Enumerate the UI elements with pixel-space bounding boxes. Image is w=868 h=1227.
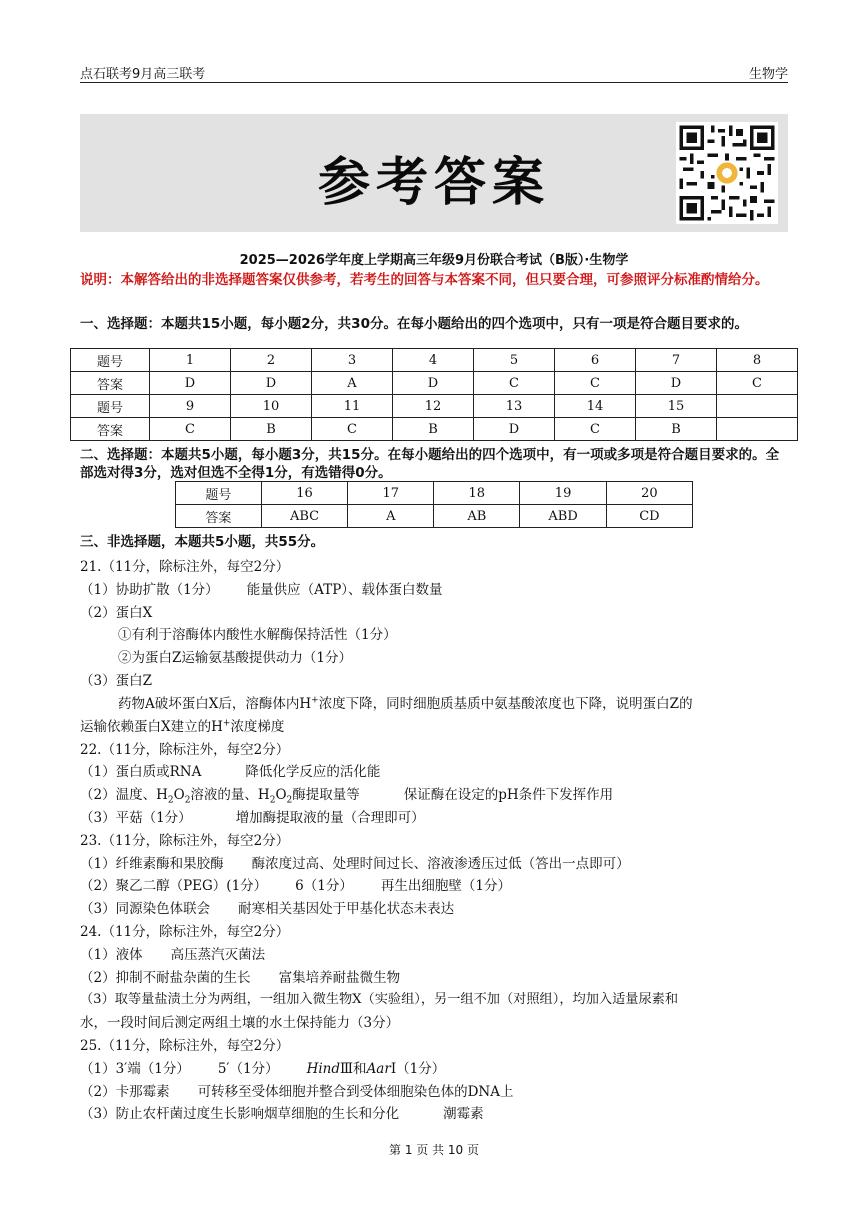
notice: 说明：本解答给出的非选择题答案仅供参考，若考生的回答与本答案不同，但只要合理，可参照评分标准酌情给分。 [80, 272, 769, 288]
answer-text: O [275, 787, 287, 803]
q21-part2a: ①有利于溶酶体内酸性水解酶保持活性（1分） [118, 627, 397, 643]
q23-heading: 23.（11分，除标注外，每空2分） [80, 833, 290, 849]
exam-title: 2025—2026学年度上学期高三年级9月份联合考试（B版）·生物学 [239, 253, 629, 268]
answer-cell: B [231, 418, 312, 441]
q22-heading: 22.（11分，除标注外，每空2分） [80, 742, 290, 758]
q22-part3 [80, 806, 425, 826]
enzyme-name: Hind [306, 1061, 341, 1077]
row-label: 答案 [71, 372, 150, 395]
q21-part1 [80, 578, 443, 598]
q25-part1 [80, 1057, 445, 1077]
answer-text: O [173, 787, 185, 803]
q21-heading: 21.（11分，除标注外，每空2分） [80, 559, 290, 575]
answer-cell: ABC [261, 505, 348, 528]
question-number: 1 [150, 349, 231, 372]
q25-part2 [80, 1080, 513, 1100]
q24-heading: 24.（11分，除标注外，每空2分） [80, 924, 290, 940]
answer-text: 富集培养耐盐微生物 [278, 970, 401, 986]
section1-answer-table [70, 348, 798, 441]
answer-text: Ⅲ和 [340, 1061, 367, 1077]
row-label: 题号 [176, 482, 262, 505]
section2-answer-table [175, 481, 693, 528]
answer-text: 药物A破坏蛋白X后，溶酶体内H [118, 696, 312, 712]
header-left: 点石联考9月高三联考 [80, 67, 206, 82]
answer-text: 增加酶提取液的量（合理即可） [235, 810, 425, 826]
answer-text: 浓度下降，同时细胞质基质中氨基酸浓度也下降，说明蛋白Z的 [318, 696, 693, 712]
section1-heading: 一、选择题：本题共15小题，每小题2分，共30分。在每小题给出的四个选项中，只有一项是符合题目要求的。 [80, 316, 748, 332]
answer-cell: D [150, 372, 231, 395]
page-footer: 第 1 页 共 10 页 [389, 1143, 479, 1157]
answer-text: 5′（1分） [217, 1061, 279, 1077]
answer-text: 保证酶在设定的pH条件下发挥作用 [403, 787, 614, 803]
question-number: 9 [150, 395, 231, 418]
question-number: 7 [636, 349, 717, 372]
answer-text: （2）卡那霉素 [80, 1084, 170, 1100]
header-right: 生物学 [748, 67, 788, 82]
question-number: 15 [636, 395, 717, 418]
answer-cell: AB [434, 505, 520, 528]
answer-text: 酶浓度过高、处理时间过长、溶液渗透压过低（答出一点即可） [251, 856, 630, 872]
answer-cell: D [474, 418, 555, 441]
table-row [71, 349, 798, 372]
answer-text: （1）液体 [80, 947, 143, 963]
question-number: 19 [520, 482, 607, 505]
answer-text: （2）聚乙二醇（PEG）(1分） [80, 878, 268, 894]
answer-cell: CD [606, 505, 692, 528]
table-row [176, 482, 693, 505]
answer-text: 运输依赖蛋白X建立的H [80, 719, 223, 735]
header-rule [80, 82, 788, 83]
answer-text: 耐寒相关基因处于甲基化状态未表达 [238, 901, 455, 917]
title-banner [80, 114, 788, 232]
question-number: 13 [474, 395, 555, 418]
answer-text: 潮霉素 [443, 1106, 484, 1122]
row-label: 答案 [71, 418, 150, 441]
banner-title: 参考答案 [317, 152, 550, 213]
answer-text: 降低化学反应的活化能 [245, 764, 381, 780]
q21-part3: （3）蛋白Z [80, 673, 152, 689]
subscript: 2 [269, 795, 276, 806]
row-label: 题号 [71, 395, 150, 418]
q24-part2 [80, 966, 400, 986]
superscript: + [311, 695, 319, 706]
section3-heading: 三、非选择题，本题共5小题，共55分。 [80, 534, 325, 550]
answer-text: Ⅰ（1分） [390, 1061, 446, 1077]
question-number [717, 395, 798, 418]
q21-part3-line2 [80, 715, 284, 735]
subscript: 2 [184, 795, 191, 806]
q24-part3-line2: 水，一段时间后测定两组土壤的水土保持能力（3分） [80, 1015, 400, 1031]
answer-cell: C [717, 372, 798, 395]
answer-text: （1）3′端（1分） [80, 1061, 190, 1077]
question-number: 18 [434, 482, 520, 505]
answer-cell: C [150, 418, 231, 441]
answer-cell: A [348, 505, 434, 528]
q23-part3 [80, 897, 454, 917]
answer-text: 6（1分） [295, 878, 353, 894]
answer-cell: ABD [520, 505, 607, 528]
answer-text: 浓度梯度 [230, 719, 285, 735]
answer-cell: C [312, 418, 393, 441]
answer-cell: D [231, 372, 312, 395]
q21-part3-line1 [118, 692, 693, 712]
question-number: 17 [348, 482, 434, 505]
q25-part3 [80, 1102, 484, 1122]
qr-code-icon [676, 122, 778, 224]
answer-cell: C [474, 372, 555, 395]
table-row [176, 505, 693, 528]
q25-heading: 25.（11分，除标注外，每空2分） [80, 1038, 290, 1054]
q23-part1 [80, 852, 630, 872]
answer-text: 酶提取量等 [292, 787, 360, 803]
q21-part2b: ②为蛋白Z运输氨基酸提供动力（1分） [118, 650, 352, 666]
question-number: 8 [717, 349, 798, 372]
question-number: 16 [261, 482, 348, 505]
q22-part2 [80, 783, 613, 806]
table-row [71, 395, 798, 418]
q23-part2 [80, 874, 511, 894]
question-number: 11 [312, 395, 393, 418]
answer-text: 可转移至受体细胞并整合到受体细胞染色体的DNA上 [197, 1084, 514, 1100]
question-number: 10 [231, 395, 312, 418]
subscript: 2 [286, 795, 293, 806]
table-row [71, 372, 798, 395]
answer-text: 能量供应（ATP）、载体蛋白数量 [246, 582, 443, 598]
question-number: 20 [606, 482, 692, 505]
question-number: 6 [555, 349, 636, 372]
answer-text: （3）防止农杆菌过度生长影响烟草细胞的生长和分化 [80, 1106, 400, 1122]
question-number: 5 [474, 349, 555, 372]
row-label: 题号 [71, 349, 150, 372]
answer-text: （1）协助扩散（1分） [80, 582, 219, 598]
answer-text: （3）同源染色体联会 [80, 901, 211, 917]
answer-cell: A [312, 372, 393, 395]
q24-part3-line1: （3）取等量盐渍土分为两组，一组加入微生物X（实验组），另一组不加（对照组），均加入适量尿素和 [80, 992, 679, 1007]
enzyme-name: Aar [366, 1061, 391, 1077]
answer-cell: D [636, 372, 717, 395]
question-number: 3 [312, 349, 393, 372]
question-number: 14 [555, 395, 636, 418]
question-number: 12 [393, 395, 474, 418]
answer-text: （2）抑制不耐盐杂菌的生长 [80, 970, 251, 986]
answer-text: （1）纤维素酶和果胶酶 [80, 856, 224, 872]
question-number: 4 [393, 349, 474, 372]
subscript: 2 [167, 795, 174, 806]
answer-text: （2）温度、H [80, 787, 168, 803]
answer-cell: D [393, 372, 474, 395]
answer-cell: C [555, 372, 636, 395]
superscript: + [222, 718, 231, 729]
answer-cell [717, 418, 798, 441]
table-row [71, 418, 798, 441]
row-label: 答案 [176, 505, 262, 528]
answer-text: 溶液的量、H [190, 787, 270, 803]
answer-text: （1）蛋白质或RNA [80, 764, 202, 780]
q24-part1 [80, 943, 265, 963]
answer-cell: B [636, 418, 717, 441]
answer-text: （3）平菇（1分） [80, 810, 192, 826]
q22-part1 [80, 760, 380, 780]
question-number: 2 [231, 349, 312, 372]
q21-part2: （2）蛋白X [80, 605, 153, 621]
answer-text: 高压蒸汽灭菌法 [170, 947, 266, 963]
answer-text: 再生出细胞壁（1分） [380, 878, 511, 894]
answer-cell: B [393, 418, 474, 441]
answer-cell: C [555, 418, 636, 441]
section2-heading: 二、选择题：本题共5小题，每小题3分，共15分。在每小题给出的四个选项中，有一项或多项是符合题目要求的。全部选对得3分，选对但选不全得1分，有选错得0分。 [80, 447, 780, 481]
